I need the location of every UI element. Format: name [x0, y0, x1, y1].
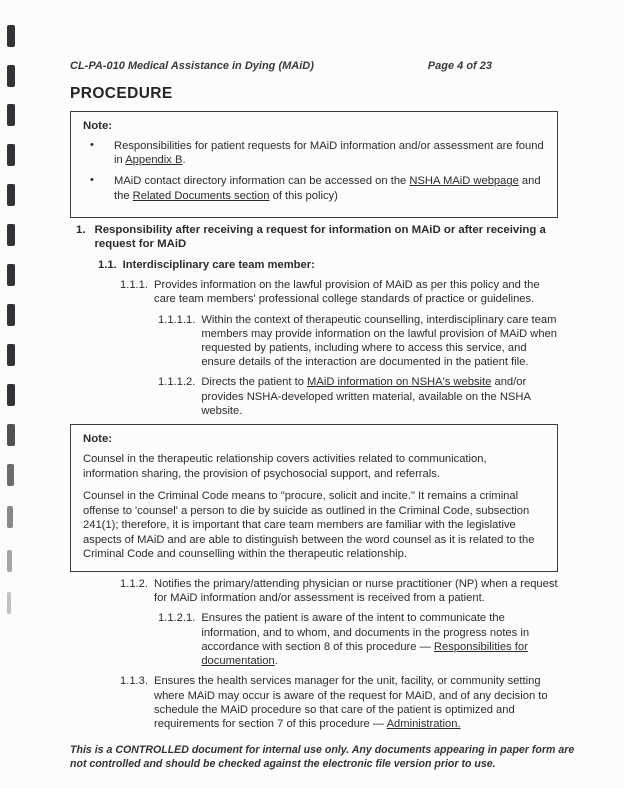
note-paragraphs — [83, 452, 545, 562]
numbered-item-1-1-2-1 — [70, 611, 558, 668]
bullet-text — [114, 139, 545, 167]
binding-hole-mark — [7, 25, 15, 47]
text-segment: Responsibility after receiving a request for information on MAiD or after receiving a request for MAiD — [94, 223, 546, 251]
binding-hole-mark — [7, 184, 15, 206]
binding-hole-mark — [7, 344, 15, 366]
text-segment: Directs the patient to — [201, 376, 308, 389]
underlined-reference: NSHA MAiD webpage — [409, 175, 519, 188]
item-number: 1.1.3. — [120, 675, 148, 688]
numbered-item-1-1-1-2 — [70, 375, 558, 418]
binding-hole-mark — [7, 424, 15, 446]
text-segment: and/or provides NSHA-developed written material, available on the NSHA website. — [201, 376, 531, 417]
text-segment: Ensures the patient is aware of the intent to communicate the information, and to whom, and documents in the progress notes in accordance with section 8 of this procedure — — [201, 612, 530, 653]
binding-hole-mark — [7, 384, 15, 406]
binding-hole-mark — [7, 65, 15, 87]
numbered-item-1-1-1-1 — [70, 313, 558, 370]
section-title: PROCEDURE — [70, 85, 173, 102]
item-number: 1.1.1.1. — [158, 313, 196, 326]
binding-hole-mark — [7, 104, 15, 126]
text-segment: Provides information on the lawful provision of MAiD as per this policy and the care team members' professional college standards of practice or guidelines. — [154, 279, 540, 306]
note-label: Note: — [83, 120, 113, 132]
note-label: Note: — [83, 433, 113, 446]
item-number: 1.1.2.1. — [158, 612, 196, 625]
binding-hole-mark — [7, 144, 15, 166]
item-text — [95, 223, 559, 252]
bullet-icon: • — [90, 174, 94, 187]
item-text — [201, 313, 558, 370]
numbered-item-1-1 — [70, 258, 558, 272]
numbered-item-1-1-3 — [70, 674, 558, 731]
page-content — [70, 60, 575, 772]
note-bullet-item — [83, 174, 545, 202]
item-text — [154, 577, 558, 605]
numbered-item-1-1-1 — [70, 278, 558, 306]
item-text — [201, 611, 558, 668]
text-segment: . — [182, 154, 186, 167]
document-title: CL-PA-010 Medical Assistance in Dying (MAiD) — [70, 60, 314, 72]
text-segment: and the — [114, 175, 541, 202]
text-segment: Notifies the primary/attending physician or nurse practitioner (NP) when a request for MAiD information and/or assessment is received from a patient. — [154, 577, 558, 605]
underlined-reference: Appendix B — [125, 154, 183, 167]
note-paragraph: Counsel in the therapeutic relationship covers activities related to communication, information sharing, the provision of psychosocial support, and referrals. — [83, 453, 487, 480]
underlined-reference: Responsibilities for documentation — [201, 640, 528, 668]
binding-hole-mark — [7, 506, 13, 528]
numbered-item-list-top — [70, 223, 558, 418]
note-bullet-list — [83, 139, 545, 203]
text-segment: . — [274, 655, 278, 668]
note-bullet-item — [83, 139, 545, 167]
item-number: 1.1. — [98, 258, 117, 271]
text-segment: of this policy) — [269, 189, 338, 202]
item-number: 1.1.2. — [120, 577, 148, 590]
text-segment: Ensures the health services manager for the unit, facility, or community setting where MAiD may occur is aware of the request for MAiD, and of any decision to schedule the MAiD procedure so that care of the patient is optimized and requirements for section 7 of this procedure — — [154, 675, 548, 730]
note-box-1 — [70, 111, 558, 218]
item-text — [201, 375, 558, 418]
binding-hole-mark — [7, 592, 11, 614]
binding-hole-mark — [7, 464, 14, 486]
underlined-reference: MAiD information on NSHA's website — [307, 376, 492, 389]
underlined-reference: Administration. — [386, 717, 461, 730]
text-segment: MAiD contact directory information can be accessed on the — [114, 175, 410, 188]
item-text — [154, 674, 558, 731]
bullet-text — [114, 174, 545, 202]
note-box-2 — [70, 424, 558, 572]
binding-hole-mark — [7, 304, 15, 326]
binding-hole-mark — [7, 224, 15, 246]
text-segment: Responsibilities for patient requests for MAiD information and/or assessment are found in — [114, 140, 544, 167]
numbered-item-list-bottom — [70, 577, 558, 731]
binding-marks — [0, 0, 24, 788]
item-number: 1.1.1. — [120, 279, 148, 292]
item-number: 1.1.1.2. — [158, 376, 196, 389]
item-number: 1. — [76, 223, 86, 236]
item-text — [154, 278, 558, 306]
page-number: Page 4 of 23 — [427, 60, 492, 72]
note-paragraph: Counsel in the Criminal Code means to "procure, solicit and incite." It remains a criminal offense to 'counsel' a person to die by suicide as outlined in the Criminal Code, subsection 241(1); therefore, it is important that care team members are familiar with the legislative aspects of MAiD and are able to distinguish between the word counsel as it is related to the Criminal Code and counselling within the therapeutic relationship. — [83, 490, 535, 561]
underlined-reference: Related Documents section — [132, 189, 270, 202]
document-header — [70, 60, 558, 72]
binding-hole-mark — [7, 550, 12, 572]
binding-hole-mark — [7, 264, 15, 286]
numbered-item-1 — [70, 223, 558, 252]
controlled-document-notice: This is a CONTROLLED document for internal use only. Any documents appearing in paper form are not controlled and should be checked against the electronic file version prior to use. — [70, 744, 575, 771]
text-segment: Within the context of therapeutic counselling, interdisciplinary care team members may provide information on the lawful provision of MAiD when requested by patients, including where to access this service, and ensure details of the interaction are documented in the patient file. — [201, 313, 557, 369]
numbered-item-1-1-2 — [70, 577, 558, 605]
item-text — [123, 258, 558, 272]
text-segment: Interdisciplinary care team member: — [122, 258, 315, 271]
bullet-icon: • — [90, 139, 94, 151]
